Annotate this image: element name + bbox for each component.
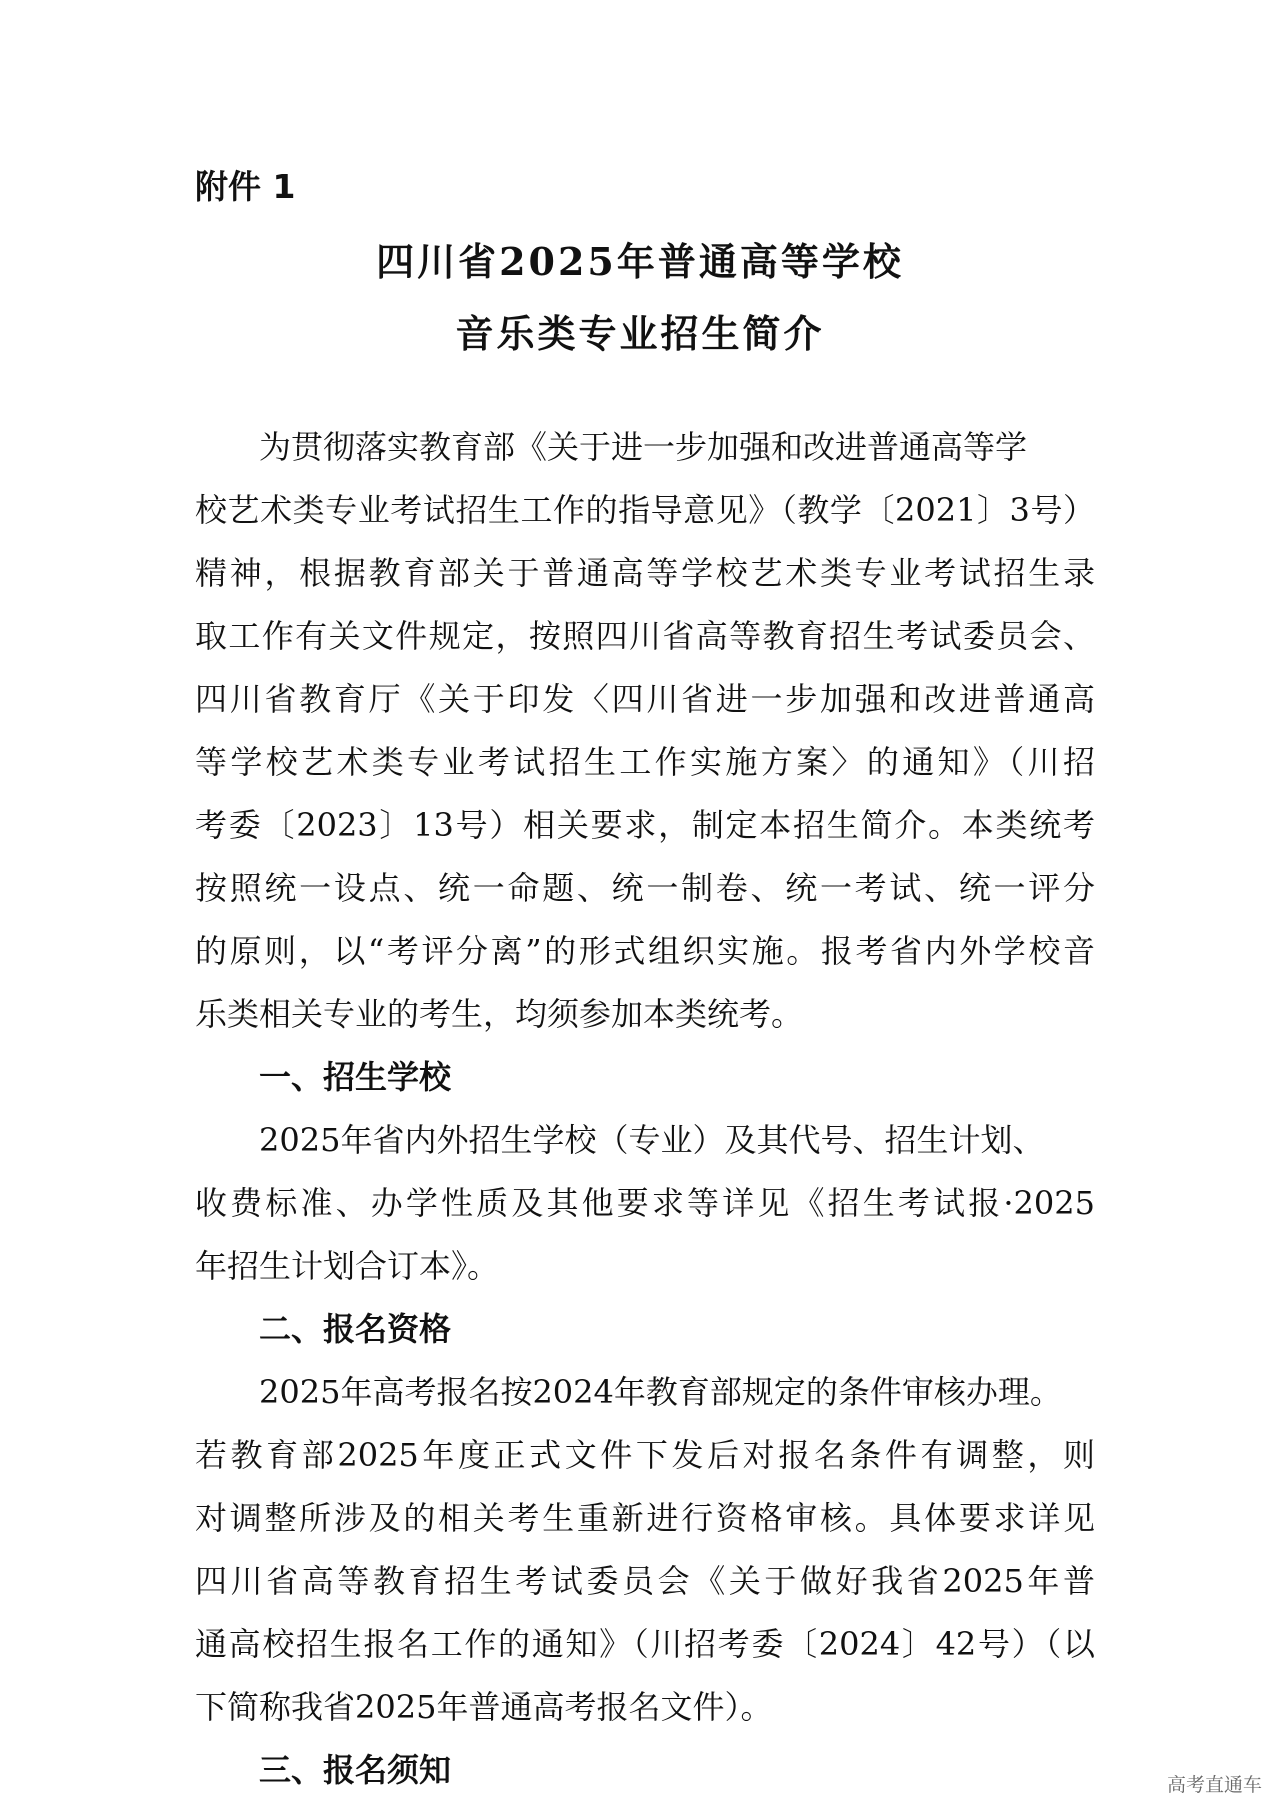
paragraph-line: 考委〔2023〕13号）相关要求，制定本招生简介。本类统考: [195, 806, 1095, 844]
document-title-line-2: 音乐类专业招生简介: [455, 311, 825, 356]
paragraph-line: 为贯彻落实教育部《关于进一步加强和改进普通高等学: [259, 428, 1028, 466]
paragraph-line: 四川省教育厅《关于印发〈四川省进一步加强和改进普通高: [195, 680, 1095, 718]
section-heading: 一、招生学校: [259, 1058, 452, 1096]
paragraph-line: 2025年省内外招生学校（专业）及其代号、招生计划、: [259, 1121, 1045, 1159]
paragraph-line: 按照统一设点、统一命题、统一制卷、统一考试、统一评分: [195, 869, 1095, 907]
paragraph-line: 若教育部2025年度正式文件下发后对报名条件有调整，则: [195, 1436, 1095, 1474]
paragraph-line: 2025年高考报名按2024年教育部规定的条件审核办理。: [259, 1373, 1062, 1411]
section-heading: 三、报名须知: [259, 1751, 452, 1789]
paragraph-line: 对调整所涉及的相关考生重新进行资格审核。具体要求详见: [195, 1499, 1095, 1537]
paragraph-line: 的原则，以“考评分离”的形式组织实施。报考省内外学校音: [195, 932, 1095, 970]
paragraph-line: 四川省高等教育招生考试委员会《关于做好我省2025年普: [195, 1562, 1095, 1600]
attachment-label: 附件 1: [195, 167, 296, 206]
document-title-line-1: 四川省2025年普通高等学校: [376, 239, 904, 284]
paragraph-line: 下简称我省2025年普通高考报名文件）。: [195, 1688, 773, 1726]
paragraph-line: 等学校艺术类专业考试招生工作实施方案〉的通知》（川招: [195, 743, 1095, 781]
section-heading: 二、报名资格: [259, 1310, 452, 1348]
watermark: 高考直通车: [1166, 1774, 1262, 1796]
paragraph-line: 乐类相关专业的考生，均须参加本类统考。: [195, 995, 804, 1033]
paragraph-line: 通高校招生报名工作的通知》（川招考委〔2024〕42号）（以: [195, 1625, 1095, 1663]
paragraph-line: 精神，根据教育部关于普通高等学校艺术类专业考试招生录: [195, 554, 1095, 592]
document-body: [195, 416, 1095, 1802]
paragraph-line: 收费标准、办学性质及其他要求等详见《招生考试报·2025: [195, 1184, 1095, 1222]
paragraph-line: 取工作有关文件规定，按照四川省高等教育招生考试委员会、: [195, 617, 1095, 655]
paragraph-line: 校艺术类专业考试招生工作的指导意见》（教学〔2021〕3号）: [195, 491, 1095, 529]
paragraph-line: 年招生计划合订本》。: [195, 1247, 500, 1285]
